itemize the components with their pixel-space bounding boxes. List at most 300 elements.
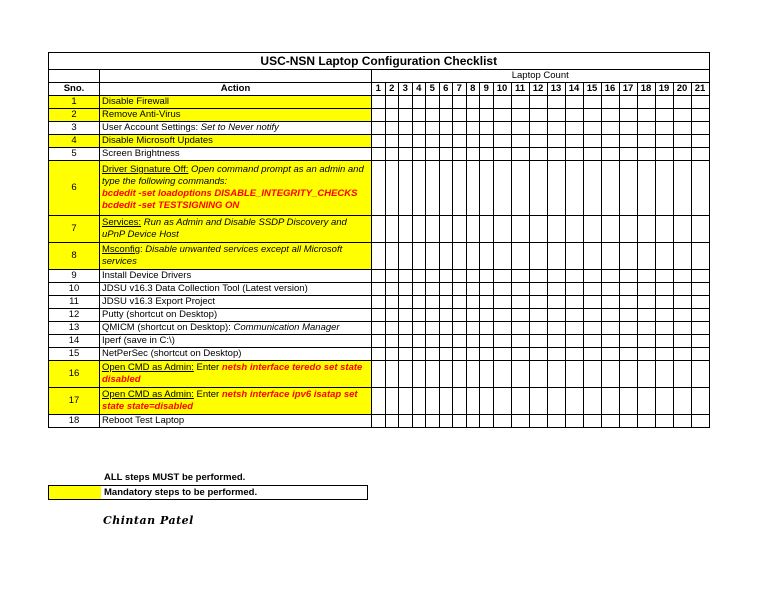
laptop-check-cell[interactable]	[439, 270, 453, 283]
laptop-check-cell[interactable]	[493, 243, 511, 270]
laptop-check-cell[interactable]	[453, 348, 467, 361]
laptop-check-cell[interactable]	[601, 109, 619, 122]
laptop-check-cell[interactable]	[385, 96, 399, 109]
laptop-check-cell[interactable]	[583, 335, 601, 348]
laptop-check-cell[interactable]	[655, 361, 673, 388]
laptop-check-cell[interactable]	[480, 135, 494, 148]
laptop-check-cell[interactable]	[480, 96, 494, 109]
laptop-check-cell[interactable]	[547, 148, 565, 161]
laptop-check-cell[interactable]	[372, 415, 386, 428]
laptop-check-cell[interactable]	[466, 122, 480, 135]
laptop-check-cell[interactable]	[372, 135, 386, 148]
laptop-check-cell[interactable]	[466, 148, 480, 161]
laptop-check-cell[interactable]	[601, 388, 619, 415]
laptop-check-cell[interactable]	[480, 283, 494, 296]
laptop-check-cell[interactable]	[466, 270, 480, 283]
laptop-check-cell[interactable]	[399, 322, 413, 335]
laptop-check-cell[interactable]	[583, 270, 601, 283]
laptop-check-cell[interactable]	[466, 335, 480, 348]
laptop-check-cell[interactable]	[583, 96, 601, 109]
laptop-check-cell[interactable]	[691, 361, 709, 388]
laptop-check-cell[interactable]	[385, 283, 399, 296]
laptop-check-cell[interactable]	[565, 415, 583, 428]
laptop-check-cell[interactable]	[565, 148, 583, 161]
laptop-check-cell[interactable]	[439, 415, 453, 428]
laptop-check-cell[interactable]	[439, 122, 453, 135]
laptop-check-cell[interactable]	[691, 109, 709, 122]
laptop-check-cell[interactable]	[583, 296, 601, 309]
laptop-check-cell[interactable]	[385, 415, 399, 428]
laptop-check-cell[interactable]	[466, 135, 480, 148]
laptop-check-cell[interactable]	[673, 415, 691, 428]
laptop-check-cell[interactable]	[466, 388, 480, 415]
laptop-check-cell[interactable]	[412, 270, 426, 283]
laptop-check-cell[interactable]	[529, 96, 547, 109]
laptop-check-cell[interactable]	[601, 283, 619, 296]
laptop-check-cell[interactable]	[399, 148, 413, 161]
laptop-check-cell[interactable]	[372, 348, 386, 361]
laptop-check-cell[interactable]	[637, 122, 655, 135]
laptop-check-cell[interactable]	[529, 270, 547, 283]
laptop-check-cell[interactable]	[426, 161, 440, 216]
laptop-check-cell[interactable]	[480, 322, 494, 335]
laptop-check-cell[interactable]	[565, 322, 583, 335]
laptop-check-cell[interactable]	[453, 335, 467, 348]
laptop-check-cell[interactable]	[439, 322, 453, 335]
laptop-check-cell[interactable]	[480, 361, 494, 388]
laptop-check-cell[interactable]	[547, 96, 565, 109]
laptop-check-cell[interactable]	[529, 335, 547, 348]
laptop-check-cell[interactable]	[583, 361, 601, 388]
laptop-check-cell[interactable]	[453, 309, 467, 322]
laptop-check-cell[interactable]	[480, 148, 494, 161]
laptop-check-cell[interactable]	[655, 270, 673, 283]
laptop-check-cell[interactable]	[511, 161, 529, 216]
laptop-check-cell[interactable]	[565, 122, 583, 135]
laptop-check-cell[interactable]	[637, 296, 655, 309]
laptop-check-cell[interactable]	[547, 122, 565, 135]
laptop-check-cell[interactable]	[439, 335, 453, 348]
laptop-check-cell[interactable]	[426, 122, 440, 135]
laptop-check-cell[interactable]	[565, 243, 583, 270]
laptop-check-cell[interactable]	[691, 283, 709, 296]
laptop-check-cell[interactable]	[673, 335, 691, 348]
laptop-check-cell[interactable]	[372, 296, 386, 309]
laptop-check-cell[interactable]	[619, 415, 637, 428]
laptop-check-cell[interactable]	[412, 243, 426, 270]
laptop-check-cell[interactable]	[399, 348, 413, 361]
laptop-check-cell[interactable]	[673, 283, 691, 296]
laptop-check-cell[interactable]	[547, 388, 565, 415]
laptop-check-cell[interactable]	[637, 109, 655, 122]
laptop-check-cell[interactable]	[619, 216, 637, 243]
laptop-check-cell[interactable]	[619, 243, 637, 270]
laptop-check-cell[interactable]	[601, 335, 619, 348]
laptop-check-cell[interactable]	[426, 216, 440, 243]
laptop-check-cell[interactable]	[601, 135, 619, 148]
laptop-check-cell[interactable]	[426, 270, 440, 283]
laptop-check-cell[interactable]	[439, 109, 453, 122]
laptop-check-cell[interactable]	[673, 309, 691, 322]
laptop-check-cell[interactable]	[399, 283, 413, 296]
laptop-check-cell[interactable]	[619, 135, 637, 148]
laptop-check-cell[interactable]	[673, 96, 691, 109]
laptop-check-cell[interactable]	[412, 296, 426, 309]
laptop-check-cell[interactable]	[511, 296, 529, 309]
laptop-check-cell[interactable]	[372, 96, 386, 109]
laptop-check-cell[interactable]	[673, 135, 691, 148]
laptop-check-cell[interactable]	[493, 161, 511, 216]
laptop-check-cell[interactable]	[453, 122, 467, 135]
laptop-check-cell[interactable]	[385, 109, 399, 122]
laptop-check-cell[interactable]	[493, 415, 511, 428]
laptop-check-cell[interactable]	[493, 283, 511, 296]
laptop-check-cell[interactable]	[466, 161, 480, 216]
laptop-check-cell[interactable]	[583, 109, 601, 122]
laptop-check-cell[interactable]	[619, 96, 637, 109]
laptop-check-cell[interactable]	[511, 415, 529, 428]
laptop-check-cell[interactable]	[655, 283, 673, 296]
laptop-check-cell[interactable]	[619, 388, 637, 415]
laptop-check-cell[interactable]	[565, 296, 583, 309]
laptop-check-cell[interactable]	[480, 296, 494, 309]
laptop-check-cell[interactable]	[493, 335, 511, 348]
laptop-check-cell[interactable]	[547, 161, 565, 216]
laptop-check-cell[interactable]	[529, 348, 547, 361]
laptop-check-cell[interactable]	[399, 122, 413, 135]
laptop-check-cell[interactable]	[480, 216, 494, 243]
laptop-check-cell[interactable]	[637, 348, 655, 361]
laptop-check-cell[interactable]	[399, 270, 413, 283]
laptop-check-cell[interactable]	[601, 122, 619, 135]
laptop-check-cell[interactable]	[529, 161, 547, 216]
laptop-check-cell[interactable]	[637, 335, 655, 348]
laptop-check-cell[interactable]	[385, 216, 399, 243]
laptop-check-cell[interactable]	[565, 335, 583, 348]
laptop-check-cell[interactable]	[547, 296, 565, 309]
laptop-check-cell[interactable]	[547, 348, 565, 361]
laptop-check-cell[interactable]	[511, 216, 529, 243]
laptop-check-cell[interactable]	[372, 161, 386, 216]
laptop-check-cell[interactable]	[565, 348, 583, 361]
laptop-check-cell[interactable]	[385, 270, 399, 283]
laptop-check-cell[interactable]	[655, 348, 673, 361]
laptop-check-cell[interactable]	[453, 148, 467, 161]
laptop-check-cell[interactable]	[547, 135, 565, 148]
laptop-check-cell[interactable]	[529, 309, 547, 322]
laptop-check-cell[interactable]	[601, 148, 619, 161]
laptop-check-cell[interactable]	[691, 96, 709, 109]
laptop-check-cell[interactable]	[412, 148, 426, 161]
laptop-check-cell[interactable]	[619, 283, 637, 296]
laptop-check-cell[interactable]	[466, 415, 480, 428]
laptop-check-cell[interactable]	[511, 148, 529, 161]
laptop-check-cell[interactable]	[412, 335, 426, 348]
laptop-check-cell[interactable]	[466, 283, 480, 296]
laptop-check-cell[interactable]	[673, 109, 691, 122]
laptop-check-cell[interactable]	[426, 309, 440, 322]
laptop-check-cell[interactable]	[480, 388, 494, 415]
laptop-check-cell[interactable]	[385, 296, 399, 309]
laptop-check-cell[interactable]	[565, 283, 583, 296]
laptop-check-cell[interactable]	[673, 148, 691, 161]
laptop-check-cell[interactable]	[511, 122, 529, 135]
laptop-check-cell[interactable]	[466, 309, 480, 322]
laptop-check-cell[interactable]	[601, 96, 619, 109]
laptop-check-cell[interactable]	[453, 96, 467, 109]
laptop-check-cell[interactable]	[691, 270, 709, 283]
laptop-check-cell[interactable]	[399, 109, 413, 122]
laptop-check-cell[interactable]	[412, 309, 426, 322]
laptop-check-cell[interactable]	[439, 309, 453, 322]
laptop-check-cell[interactable]	[637, 283, 655, 296]
laptop-check-cell[interactable]	[511, 135, 529, 148]
laptop-check-cell[interactable]	[412, 415, 426, 428]
laptop-check-cell[interactable]	[372, 243, 386, 270]
laptop-check-cell[interactable]	[412, 361, 426, 388]
laptop-check-cell[interactable]	[480, 161, 494, 216]
laptop-check-cell[interactable]	[466, 243, 480, 270]
laptop-check-cell[interactable]	[426, 96, 440, 109]
laptop-check-cell[interactable]	[655, 322, 673, 335]
laptop-check-cell[interactable]	[511, 388, 529, 415]
laptop-check-cell[interactable]	[655, 148, 673, 161]
laptop-check-cell[interactable]	[412, 161, 426, 216]
laptop-check-cell[interactable]	[453, 361, 467, 388]
laptop-check-cell[interactable]	[691, 243, 709, 270]
laptop-check-cell[interactable]	[547, 415, 565, 428]
laptop-check-cell[interactable]	[583, 388, 601, 415]
laptop-check-cell[interactable]	[619, 335, 637, 348]
laptop-check-cell[interactable]	[565, 96, 583, 109]
laptop-check-cell[interactable]	[673, 122, 691, 135]
laptop-check-cell[interactable]	[619, 122, 637, 135]
laptop-check-cell[interactable]	[583, 283, 601, 296]
laptop-check-cell[interactable]	[601, 243, 619, 270]
laptop-check-cell[interactable]	[547, 309, 565, 322]
laptop-check-cell[interactable]	[399, 335, 413, 348]
laptop-check-cell[interactable]	[385, 161, 399, 216]
laptop-check-cell[interactable]	[691, 322, 709, 335]
laptop-check-cell[interactable]	[399, 388, 413, 415]
laptop-check-cell[interactable]	[426, 335, 440, 348]
laptop-check-cell[interactable]	[511, 361, 529, 388]
laptop-check-cell[interactable]	[480, 109, 494, 122]
laptop-check-cell[interactable]	[439, 161, 453, 216]
laptop-check-cell[interactable]	[372, 216, 386, 243]
laptop-check-cell[interactable]	[619, 148, 637, 161]
laptop-check-cell[interactable]	[529, 322, 547, 335]
laptop-check-cell[interactable]	[619, 109, 637, 122]
laptop-check-cell[interactable]	[439, 296, 453, 309]
laptop-check-cell[interactable]	[655, 243, 673, 270]
laptop-check-cell[interactable]	[466, 109, 480, 122]
laptop-check-cell[interactable]	[385, 148, 399, 161]
laptop-check-cell[interactable]	[547, 322, 565, 335]
laptop-check-cell[interactable]	[565, 388, 583, 415]
laptop-check-cell[interactable]	[493, 388, 511, 415]
laptop-check-cell[interactable]	[480, 270, 494, 283]
laptop-check-cell[interactable]	[565, 361, 583, 388]
laptop-check-cell[interactable]	[655, 296, 673, 309]
laptop-check-cell[interactable]	[619, 270, 637, 283]
laptop-check-cell[interactable]	[426, 348, 440, 361]
laptop-check-cell[interactable]	[480, 122, 494, 135]
laptop-check-cell[interactable]	[493, 122, 511, 135]
laptop-check-cell[interactable]	[399, 415, 413, 428]
laptop-check-cell[interactable]	[399, 96, 413, 109]
laptop-check-cell[interactable]	[466, 96, 480, 109]
laptop-check-cell[interactable]	[583, 309, 601, 322]
laptop-check-cell[interactable]	[511, 348, 529, 361]
laptop-check-cell[interactable]	[637, 161, 655, 216]
laptop-check-cell[interactable]	[493, 109, 511, 122]
laptop-check-cell[interactable]	[601, 361, 619, 388]
laptop-check-cell[interactable]	[601, 270, 619, 283]
laptop-check-cell[interactable]	[673, 243, 691, 270]
laptop-check-cell[interactable]	[466, 322, 480, 335]
laptop-check-cell[interactable]	[372, 309, 386, 322]
laptop-check-cell[interactable]	[385, 348, 399, 361]
laptop-check-cell[interactable]	[493, 296, 511, 309]
laptop-check-cell[interactable]	[399, 243, 413, 270]
laptop-check-cell[interactable]	[426, 415, 440, 428]
laptop-check-cell[interactable]	[399, 361, 413, 388]
laptop-check-cell[interactable]	[493, 216, 511, 243]
laptop-check-cell[interactable]	[637, 148, 655, 161]
laptop-check-cell[interactable]	[637, 361, 655, 388]
laptop-check-cell[interactable]	[529, 415, 547, 428]
laptop-check-cell[interactable]	[453, 109, 467, 122]
laptop-check-cell[interactable]	[619, 361, 637, 388]
laptop-check-cell[interactable]	[426, 361, 440, 388]
laptop-check-cell[interactable]	[529, 216, 547, 243]
laptop-check-cell[interactable]	[372, 122, 386, 135]
laptop-check-cell[interactable]	[547, 216, 565, 243]
laptop-check-cell[interactable]	[601, 161, 619, 216]
laptop-check-cell[interactable]	[439, 243, 453, 270]
laptop-check-cell[interactable]	[372, 361, 386, 388]
laptop-check-cell[interactable]	[412, 96, 426, 109]
laptop-check-cell[interactable]	[466, 216, 480, 243]
laptop-check-cell[interactable]	[565, 270, 583, 283]
laptop-check-cell[interactable]	[493, 309, 511, 322]
laptop-check-cell[interactable]	[547, 109, 565, 122]
laptop-check-cell[interactable]	[511, 109, 529, 122]
laptop-check-cell[interactable]	[511, 322, 529, 335]
laptop-check-cell[interactable]	[637, 96, 655, 109]
laptop-check-cell[interactable]	[453, 322, 467, 335]
laptop-check-cell[interactable]	[399, 135, 413, 148]
laptop-check-cell[interactable]	[655, 96, 673, 109]
laptop-check-cell[interactable]	[399, 161, 413, 216]
laptop-check-cell[interactable]	[673, 161, 691, 216]
laptop-check-cell[interactable]	[412, 322, 426, 335]
laptop-check-cell[interactable]	[426, 296, 440, 309]
laptop-check-cell[interactable]	[619, 309, 637, 322]
laptop-check-cell[interactable]	[637, 135, 655, 148]
laptop-check-cell[interactable]	[673, 361, 691, 388]
laptop-check-cell[interactable]	[583, 243, 601, 270]
laptop-check-cell[interactable]	[466, 361, 480, 388]
laptop-check-cell[interactable]	[547, 243, 565, 270]
laptop-check-cell[interactable]	[691, 296, 709, 309]
laptop-check-cell[interactable]	[583, 415, 601, 428]
laptop-check-cell[interactable]	[583, 216, 601, 243]
laptop-check-cell[interactable]	[565, 309, 583, 322]
laptop-check-cell[interactable]	[466, 348, 480, 361]
laptop-check-cell[interactable]	[601, 348, 619, 361]
laptop-check-cell[interactable]	[673, 322, 691, 335]
laptop-check-cell[interactable]	[412, 388, 426, 415]
laptop-check-cell[interactable]	[655, 415, 673, 428]
laptop-check-cell[interactable]	[372, 335, 386, 348]
laptop-check-cell[interactable]	[655, 122, 673, 135]
laptop-check-cell[interactable]	[439, 216, 453, 243]
laptop-check-cell[interactable]	[691, 216, 709, 243]
laptop-check-cell[interactable]	[439, 135, 453, 148]
laptop-check-cell[interactable]	[565, 216, 583, 243]
laptop-check-cell[interactable]	[493, 135, 511, 148]
laptop-check-cell[interactable]	[453, 415, 467, 428]
laptop-check-cell[interactable]	[426, 322, 440, 335]
laptop-check-cell[interactable]	[412, 122, 426, 135]
laptop-check-cell[interactable]	[529, 109, 547, 122]
laptop-check-cell[interactable]	[412, 348, 426, 361]
laptop-check-cell[interactable]	[529, 296, 547, 309]
laptop-check-cell[interactable]	[453, 135, 467, 148]
laptop-check-cell[interactable]	[511, 335, 529, 348]
laptop-check-cell[interactable]	[372, 322, 386, 335]
laptop-check-cell[interactable]	[493, 270, 511, 283]
laptop-check-cell[interactable]	[399, 296, 413, 309]
laptop-check-cell[interactable]	[691, 348, 709, 361]
laptop-check-cell[interactable]	[583, 161, 601, 216]
laptop-check-cell[interactable]	[439, 148, 453, 161]
laptop-check-cell[interactable]	[565, 109, 583, 122]
laptop-check-cell[interactable]	[583, 348, 601, 361]
laptop-check-cell[interactable]	[439, 348, 453, 361]
laptop-check-cell[interactable]	[385, 135, 399, 148]
laptop-check-cell[interactable]	[637, 388, 655, 415]
laptop-check-cell[interactable]	[385, 388, 399, 415]
laptop-check-cell[interactable]	[372, 270, 386, 283]
laptop-check-cell[interactable]	[453, 216, 467, 243]
laptop-check-cell[interactable]	[529, 122, 547, 135]
laptop-check-cell[interactable]	[655, 335, 673, 348]
laptop-check-cell[interactable]	[673, 270, 691, 283]
laptop-check-cell[interactable]	[412, 109, 426, 122]
laptop-check-cell[interactable]	[480, 309, 494, 322]
laptop-check-cell[interactable]	[547, 283, 565, 296]
laptop-check-cell[interactable]	[385, 243, 399, 270]
laptop-check-cell[interactable]	[453, 296, 467, 309]
laptop-check-cell[interactable]	[619, 348, 637, 361]
laptop-check-cell[interactable]	[412, 135, 426, 148]
laptop-check-cell[interactable]	[529, 283, 547, 296]
laptop-check-cell[interactable]	[655, 109, 673, 122]
laptop-check-cell[interactable]	[691, 122, 709, 135]
laptop-check-cell[interactable]	[529, 388, 547, 415]
laptop-check-cell[interactable]	[565, 161, 583, 216]
laptop-check-cell[interactable]	[601, 322, 619, 335]
laptop-check-cell[interactable]	[691, 135, 709, 148]
laptop-check-cell[interactable]	[511, 309, 529, 322]
laptop-check-cell[interactable]	[385, 322, 399, 335]
laptop-check-cell[interactable]	[655, 135, 673, 148]
laptop-check-cell[interactable]	[547, 270, 565, 283]
laptop-check-cell[interactable]	[637, 309, 655, 322]
